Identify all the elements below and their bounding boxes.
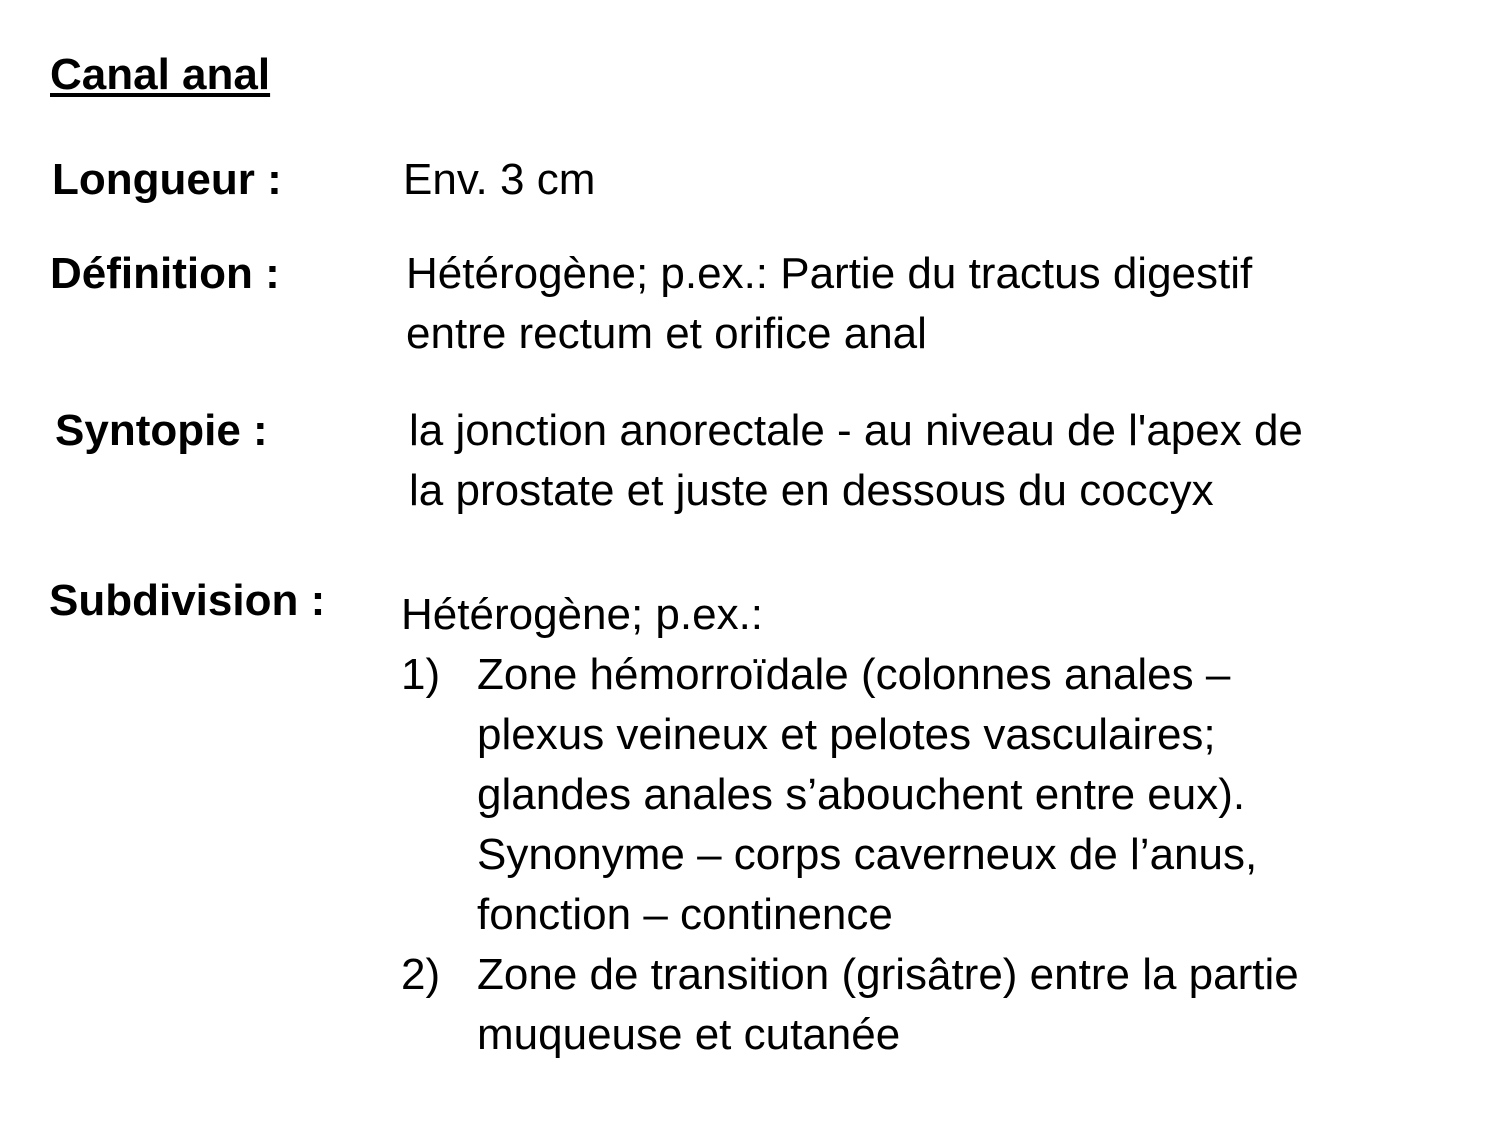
list-item-line: fonction – continence	[477, 890, 893, 939]
list-item-number: 1)	[401, 650, 441, 699]
list-item	[401, 945, 1481, 1065]
syntopie-label: Syntopie :	[55, 406, 268, 455]
list-item-line: Zone hémorroïdale (colonnes anales –	[477, 650, 1231, 699]
definition-line-2: entre rectum et orifice anal	[406, 309, 927, 358]
definition-line-1: Hétérogène; p.ex.: Partie du tractus digestif	[406, 249, 1253, 298]
list-item-line: plexus veineux et pelotes vasculaires;	[477, 710, 1216, 759]
page-title: Canal anal	[50, 50, 271, 99]
definition-label: Définition :	[50, 249, 280, 298]
list-item-line: Synonyme – corps caverneux de l’anus,	[477, 830, 1258, 879]
subdivision-intro: Hétérogène; p.ex.:	[401, 590, 764, 639]
list-item-line: Zone de transition (grisâtre) entre la partie	[477, 950, 1299, 999]
longueur-value: Env. 3 cm	[403, 155, 596, 204]
syntopie-line-2: la prostate et juste en dessous du coccyx	[409, 466, 1214, 515]
list-item	[401, 645, 1481, 945]
syntopie-line-1: la jonction anorectale - au niveau de l'apex de	[409, 406, 1303, 455]
list-item-number: 2)	[401, 950, 441, 999]
list-item-line: glandes anales s’abouchent entre eux).	[477, 770, 1246, 819]
subdivision-label: Subdivision :	[49, 576, 326, 625]
longueur-label: Longueur :	[52, 155, 282, 204]
list-item-line: muqueuse et cutanée	[477, 1010, 901, 1059]
